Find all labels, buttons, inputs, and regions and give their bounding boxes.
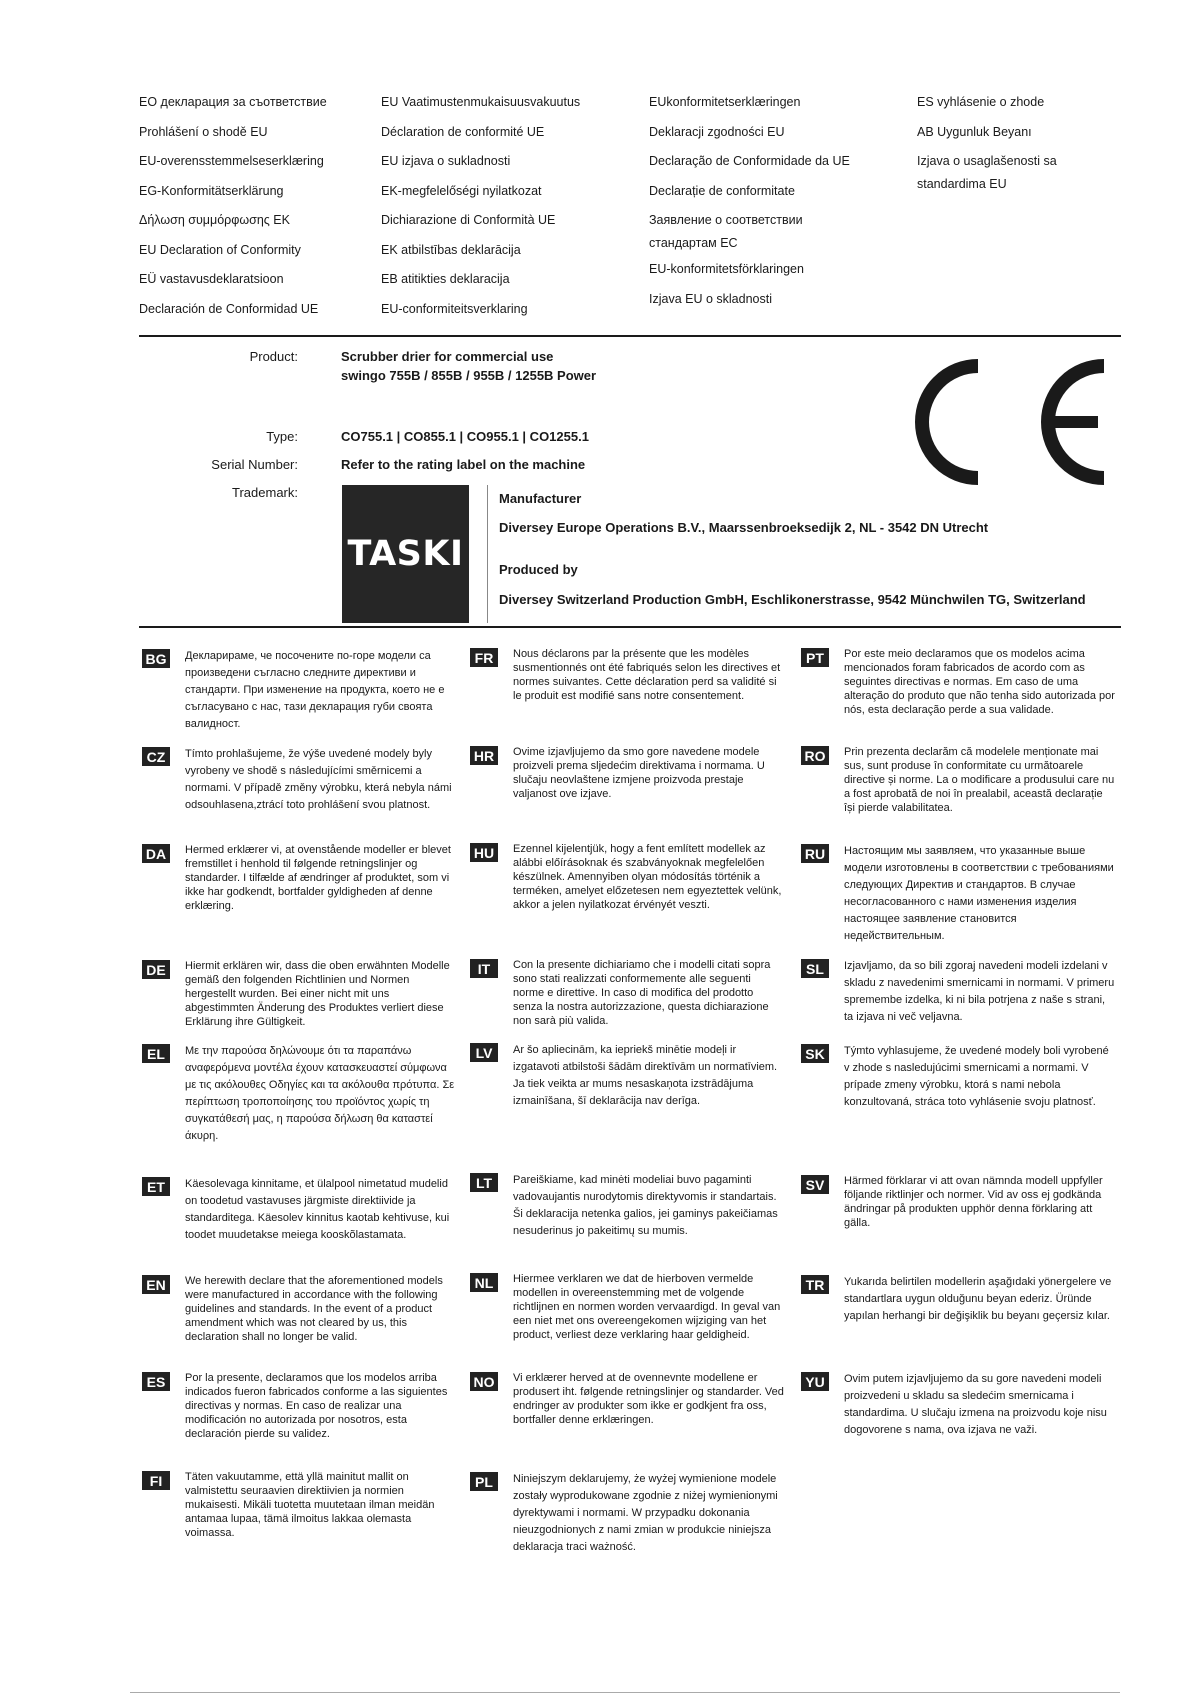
serial-number-value: Refer to the rating label on the machine — [341, 457, 586, 472]
lang-text: Με την παρούσα δηλώνουμε ότι τα παραπάνω αναφερόμενα μοντέλα έχουν κατασκευαστεί σύμφωνα με τις ακόλουθες Οδηγίες και τα ακόλουθα πρότυπα. Σε περίπτωση τροποποίησης του προϊόντος χωρίς τη συγκατάθεσή μας, η παρούσα δήλωση θα καταστεί άκυρη. — [185, 1045, 455, 1142]
lang-code-badge: YU — [801, 1372, 829, 1391]
title-hr: EU izjava o sukladnosti — [381, 154, 511, 168]
lang-block-lv — [470, 1042, 800, 1110]
titles-column-1 — [139, 88, 381, 324]
product-line-1: Scrubber drier for commercial use — [341, 349, 554, 364]
title-fr: Déclaration de conformité UE — [381, 124, 545, 139]
titles-column-4 — [917, 88, 1117, 324]
lang-code-badge: PT — [801, 648, 829, 667]
lang-code-badge: TR — [801, 1275, 829, 1294]
lang-block-it — [470, 958, 800, 1028]
lang-text: Ar šo apliecinām, ka iepriekš minētie modeļi ir izgatavoti atbilstoši šādām direktīvām un normatīviem. Ja tiek veikta ar mums nesaskaņota izstrādājuma izmainīšana, šī deklarācija nav derīga. — [513, 1044, 778, 1107]
lang-block-en — [142, 1274, 472, 1344]
lang-text: Týmto vyhlasujeme, že uvedené modely boli vyrobené v zhode s nasledujúcimi smernicami a normami. V prípade zmeny výrobku, ktorá s nami nebola konzultovaná, stráca toto vyhlásenie svoju platnosť. — [844, 1045, 1109, 1108]
lang-block-sv — [801, 1174, 1131, 1230]
middle-divider — [139, 626, 1121, 628]
serial-number-label: Serial Number: — [211, 457, 298, 472]
lang-code-badge: DA — [142, 844, 170, 863]
title-fi: EU Vaatimustenmukaisuusvakuutus — [381, 95, 581, 109]
lang-text: Ezennel kijelentjük, hogy a fent említett modellek az alábbi előírásoknak és szabványoknak megfelelően készülnek. Amennyiben olyan módosítás történik a terméken, amelyet előzetesen nem egyeztettek velünk, akkor a jelen nyilatkozat érvényét veszti. — [513, 843, 782, 911]
title-sk: ES vyhlásenie o zhode — [917, 95, 1045, 109]
lang-text: Yukarıda belirtilen modellerin aşağıdaki yönergelere ve standartlara uygun olduğunu beyan ederiz. Üründe yapılan herhangi bir değişiklik bu beyanı geçersiz kılar. — [844, 1276, 1112, 1322]
lang-text: Niniejszym deklarujemy, że wyżej wymienione modele zostały wyprodukowane zgodnie z niżej wymienionymi dyrektywami i normami. W przypadku dokonania nieuzgodnionych z nami zmian w produkcie niniejsza deklaracja traci ważność. — [513, 1473, 778, 1553]
lang-text: Vi erklærer herved at de ovennevnte modellene er produsert iht. følgende retningslinjer og standarder. Ved endringer av produkter som ikke er godkjent fra oss, bortfaller denne erklæringen. — [513, 1372, 784, 1426]
lang-block-fr — [470, 647, 800, 703]
title-bg: ЕО декларация за съответствие — [139, 95, 327, 109]
lang-block-tr — [801, 1274, 1131, 1325]
title-tr: AB Uygunluk Beyanı — [917, 124, 1032, 139]
lang-code-badge: EN — [142, 1275, 170, 1294]
lang-block-sk — [801, 1043, 1131, 1111]
lang-text: Härmed förklarar vi att ovan nämnda modell uppfyller följande riktlinjer och normer. Vid av oss ej godkända ändringar på produkten upphör denna förklaring att gälla. — [844, 1175, 1103, 1229]
lang-text: Pareiškiame, kad minėti modeliai buvo pagaminti vadovaujantis nurodytomis direktyvomis ir standartais. Ši deklaracija netenka galios, jei gaminys pakeičiamas nesuderinus jo pakeitimų su mumis. — [513, 1174, 778, 1237]
product-line-2: swingo 755B / 855B / 955B / 1255B Power — [341, 368, 597, 383]
product-label: Product: — [249, 349, 298, 364]
title-sv: EU-konformitetsförklaringen — [649, 262, 804, 276]
lang-text: Por este meio declaramos que os modelos acima mencionados foram fabricados de acordo com as seguintes directivas e normas. Em caso de uma alteração do produto que não tenha sido autorizada por nós, esta declaração perde a sua validade. — [844, 648, 1115, 716]
title-pl: Deklaracji zgodności EU — [649, 124, 785, 139]
lang-block-hu — [470, 842, 800, 912]
lang-text: Käesolevaga kinnitame, et ülalpool nimetatud mudelid on toodetud vastavuses järgmiste direktiivide ja standarditega. Käesolev kinnitus kaotab kehtivuse, kui toodet muudetakse meiega kooskõlastamata. — [185, 1178, 450, 1241]
title-pt: Declaração de Conformidade da UE — [649, 154, 850, 168]
lang-block-da — [142, 843, 472, 913]
lang-block-cz — [142, 746, 472, 814]
title-nl: EU-conformiteitsverklaring — [381, 301, 528, 316]
lang-block-el — [142, 1043, 472, 1145]
title-de: EG-Konformitätserklärung — [139, 183, 284, 198]
lang-text: Ovime izjavljujemo da smo gore navedene modele proizveli prema sljedećim direktivama i normama. U slučaju neovlaštene izmjene proizvoda prestaje valjanost ove izjave. — [513, 746, 765, 800]
title-et: EÜ vastavusdeklaratsioon — [139, 272, 284, 286]
lang-block-nl — [470, 1272, 800, 1342]
logo-divider — [487, 485, 488, 623]
lang-code-badge: SL — [801, 959, 829, 978]
titles-column-2 — [381, 88, 649, 324]
manufacturer-heading: Manufacturer — [499, 491, 582, 506]
lang-block-lt — [470, 1172, 800, 1240]
ce-mark-icon — [880, 352, 1120, 492]
lang-code-badge: DE — [142, 960, 170, 979]
bottom-edge-line — [130, 1692, 1120, 1693]
lang-text: Täten vakuutamme, että yllä mainitut mallit on valmistettu seuraavien direktiivien ja normien mukaisesti. Mikäli tuotetta muutetaan ilman meidän antamaa lupaa, tämä ilmoitus lakkaa olemasta voimassa. — [185, 1471, 435, 1539]
title-lt: EB atitikties deklaracija — [381, 272, 510, 286]
lang-code-badge: CZ — [142, 747, 170, 766]
declaration-titles — [139, 88, 1119, 324]
trademark-label: Trademark: — [232, 485, 298, 500]
lang-text: Con la presente dichiariamo che i modelli citati sopra sono stati realizzati conformemente alle seguenti norme e direttive. In caso di modifica del prodotto senza la nostra autorizzazione, questa dichiarazione non sarà più valida. — [513, 959, 771, 1027]
title-en: EU Declaration of Conformity — [139, 242, 301, 257]
title-yu: Izjava o usaglašenosti sa standardima EU — [917, 154, 1057, 191]
lang-text: Tímto prohlašujeme, že výše uvedené modely byly vyrobeny ve shodě s následujícími směrnicemi a normami. V případě změny výrobku, která nebyla námi odsouhlasena,ztrácí toto prohlášení svou platnost. — [185, 748, 452, 811]
lang-block-pl — [470, 1471, 800, 1556]
lang-code-badge: SK — [801, 1044, 829, 1063]
lang-text: Izjavljamo, da so bili zgoraj navedeni modeli izdelani v skladu z navedenimi smernicami in normami. V primeru spremembe izdelka, ki ni bila potrjena z naše s strani, ta izjava ni več veljavna. — [844, 960, 1115, 1023]
title-it: Dichiarazione di Conformità UE — [381, 213, 556, 227]
produced-by-value: Diversey Switzerland Production GmbH, Eschlikonerstrasse, 9542 Münchwilen TG, Switzerland — [499, 592, 1086, 607]
title-el: Δήλωση συμμόρφωσης ΕΚ — [139, 213, 290, 227]
lang-code-badge: EL — [142, 1044, 170, 1063]
lang-code-badge: HU — [470, 843, 498, 862]
lang-code-badge: RO — [801, 746, 829, 765]
lang-code-badge: HR — [470, 746, 498, 765]
lang-block-ro — [801, 745, 1131, 815]
lang-block-hr — [470, 745, 800, 801]
lang-text: Nous déclarons par la présente que les modèles susmentionnés ont été fabriqués selon les directives et normes suivantes. Cette déclaration perd sa validité si le produit est modifié sans notre consentement. — [513, 648, 781, 702]
title-cz: Prohlášení o shodě EU — [139, 124, 268, 139]
taski-logo — [342, 485, 469, 623]
title-es: Declaración de Conformidad UE — [139, 301, 319, 316]
lang-block-bg — [142, 648, 472, 733]
title-lv: EK atbilstības deklarācija — [381, 242, 521, 257]
lang-code-badge: NL — [470, 1273, 498, 1292]
lang-block-pt — [801, 647, 1131, 717]
lang-block-de — [142, 959, 472, 1029]
ce-mark — [880, 352, 1120, 497]
lang-code-badge: FI — [142, 1471, 170, 1490]
top-divider — [139, 335, 1121, 337]
lang-text: Настоящим мы заявляем, что указанные выше модели изготовлены в соответствии с требованиями следующих Директив и стандартов. В случае несогласованного с нами изменения изделия настоящее заявление становится недействительным. — [844, 845, 1114, 942]
lang-text: Hiermee verklaren we dat de hierboven vermelde modellen in overeenstemming met de volgende richtlijnen en normen worden vervaardigd. In geval van een niet met ons overeengekomen wijziging van het product, verliest deze verklaring haar geldigheid. — [513, 1273, 781, 1341]
lang-code-badge: LV — [470, 1043, 498, 1062]
lang-block-fi — [142, 1470, 472, 1540]
type-label: Type: — [266, 429, 298, 444]
manufacturer-value: Diversey Europe Operations B.V., Maarssenbroeksedijk 2, NL - 3542 DN Utrecht — [499, 520, 989, 535]
title-sl: Izjava EU o skladnosti — [649, 291, 772, 306]
lang-text: Декларираме, че посочените по-горе модели са произведени съгласно следните директиви и стандарти. При изменение на продукта, което не е съгласувано с нас, тази декларация губи своята валидност. — [185, 650, 445, 730]
lang-block-es — [142, 1371, 472, 1441]
lang-code-badge: LT — [470, 1173, 498, 1192]
lang-block-sl — [801, 958, 1131, 1026]
taski-logo-text: TASKI — [347, 534, 464, 574]
lang-code-badge: ET — [142, 1177, 170, 1196]
lang-text: Por la presente, declaramos que los modelos arriba indicados fueron fabricados conforme a las siguientes directivas y normas. En caso de realizar una modificación no autorizada por nosotros, esta declaración pierde su validez. — [185, 1372, 448, 1440]
lang-block-yu — [801, 1371, 1131, 1439]
title-ro: Declarație de conformitate — [649, 183, 795, 198]
lang-code-badge: ES — [142, 1372, 170, 1391]
lang-block-et — [142, 1176, 472, 1244]
lang-text: Prin prezenta declarăm că modelele menționate mai sus, sunt produse în conformitate cu următoarele directive și norme. La o modificare a produsului care nu a fost aprobată de noi în prealabil, această declarație își pierde valabilitatea. — [844, 746, 1115, 814]
title-da: EU-overensstemmelseserklæring — [139, 154, 324, 168]
lang-block-ru — [801, 843, 1131, 945]
title-no: EUkonformitetserklæringen — [649, 95, 801, 109]
lang-text: Hiermit erklären wir, dass die oben erwähnten Modelle gemäß den folgenden Richtlinien und Normen hergestellt wurden. Bei einer nicht mit uns abgestimmten Änderung des Produktes verliert diese Erklärung ihre Gültigkeit. — [185, 960, 450, 1028]
lang-block-no — [470, 1371, 800, 1427]
lang-code-badge: BG — [142, 649, 170, 668]
lang-code-badge: SV — [801, 1175, 829, 1194]
lang-text: We herewith declare that the aforementioned models were manufactured in accordance with the following guidelines and standards. In the event of a product amendment which was not cleared by us, this declaration shall no longer be valid. — [185, 1275, 443, 1343]
type-value: CO755.1 | CO855.1 | CO955.1 | CO1255.1 — [341, 429, 589, 444]
lang-code-badge: RU — [801, 844, 829, 863]
lang-code-badge: PL — [470, 1472, 498, 1491]
title-hu: EK-megfelelőségi nyilatkozat — [381, 183, 542, 198]
lang-code-badge: NO — [470, 1372, 498, 1391]
titles-column-3 — [649, 88, 917, 324]
lang-code-badge: FR — [470, 648, 498, 667]
lang-code-badge: IT — [470, 959, 498, 978]
lang-text: Hermed erklærer vi, at ovenstående modeller er blevet fremstillet i henhold til følgende retningslinjer og standarder. I tilfælde af ændringer af produktet, som vi ikke har godkendt, bortfalder gyldigheden af denne erklæring. — [185, 844, 451, 912]
title-ru: Заявление о соответствии стандартам ЕС — [649, 213, 803, 250]
lang-text: Ovim putem izjavljujemo da su gore navedeni modeli proizvedeni u skladu sa sledećim smernicama i standardima. U slučaju izmena na proizvodu koje nisu dogovorene s nama, ova izjava ne važi. — [844, 1373, 1107, 1436]
produced-by-heading: Produced by — [499, 562, 578, 577]
